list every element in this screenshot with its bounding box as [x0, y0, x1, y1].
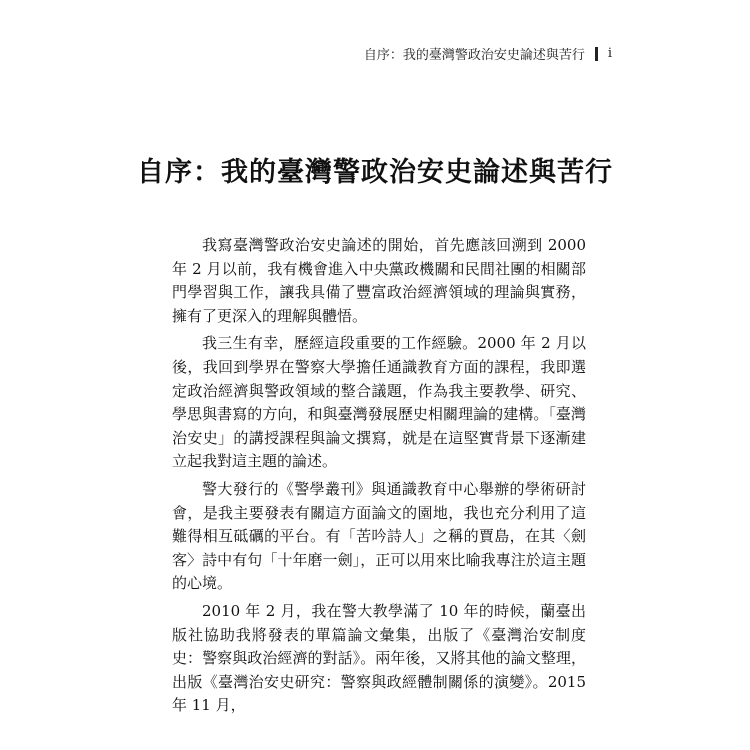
header-divider [595, 47, 598, 61]
running-header [364, 44, 612, 63]
chapter-title: 自序：我的臺灣警政治安史論述與苦行 [137, 157, 613, 188]
body-text [172, 234, 586, 722]
paragraph-1: 我寫臺灣警政治安史論述的開始，首先應該回溯到 2000 年 2 月以前，我有機會進入中央黨政機關和民間社團的相關部門學習與工作，讓我具備了豐富政治經濟領域的理論與實務，擁有了更深入的理解與體悟。 [172, 236, 586, 325]
paragraph-2: 我三生有幸，歷經這段重要的工作經驗。2000 年 2 月以後，我回到學界在警察大學擔任通識教育方面的課程，我即選定政治經濟與警政領域的整合議題，作為我主要教學、研究、學思與書寫的方向，和與臺灣發展歷史相關理論的建構。「臺灣治安史」的講授課程與論文撰寫，就是在這堅實背景下逐漸建立起我對這主題的論述。 [172, 334, 586, 471]
page-number: i [607, 46, 612, 61]
running-title: 自序：我的臺灣警政治安史論述與苦行 [363, 48, 585, 63]
paragraph-4: 2010 年 2 月，我在警大教學滿了 10 年的時候，蘭臺出版社協助我將發表的單篇論文彙集，出版了《臺灣治安制度史：警察與政治經濟的對話》。兩年後，又將其他的論文整理，出版《臺灣治安史研究：警察與政經體制關係的演變》。2015 年 11 月， [172, 601, 586, 715]
paragraph-3: 警大發行的《警學叢刊》與通識教育中心舉辦的學術研討會，是我主要發表有關這方面論文的園地，我也充分利用了這難得相互砥礪的平台。有「苦吟詩人」之稱的賈島，在其〈劍客〉詩中有句「十年磨一劍」，正可以用來比喻我專注於這主題的心境。 [172, 479, 586, 593]
